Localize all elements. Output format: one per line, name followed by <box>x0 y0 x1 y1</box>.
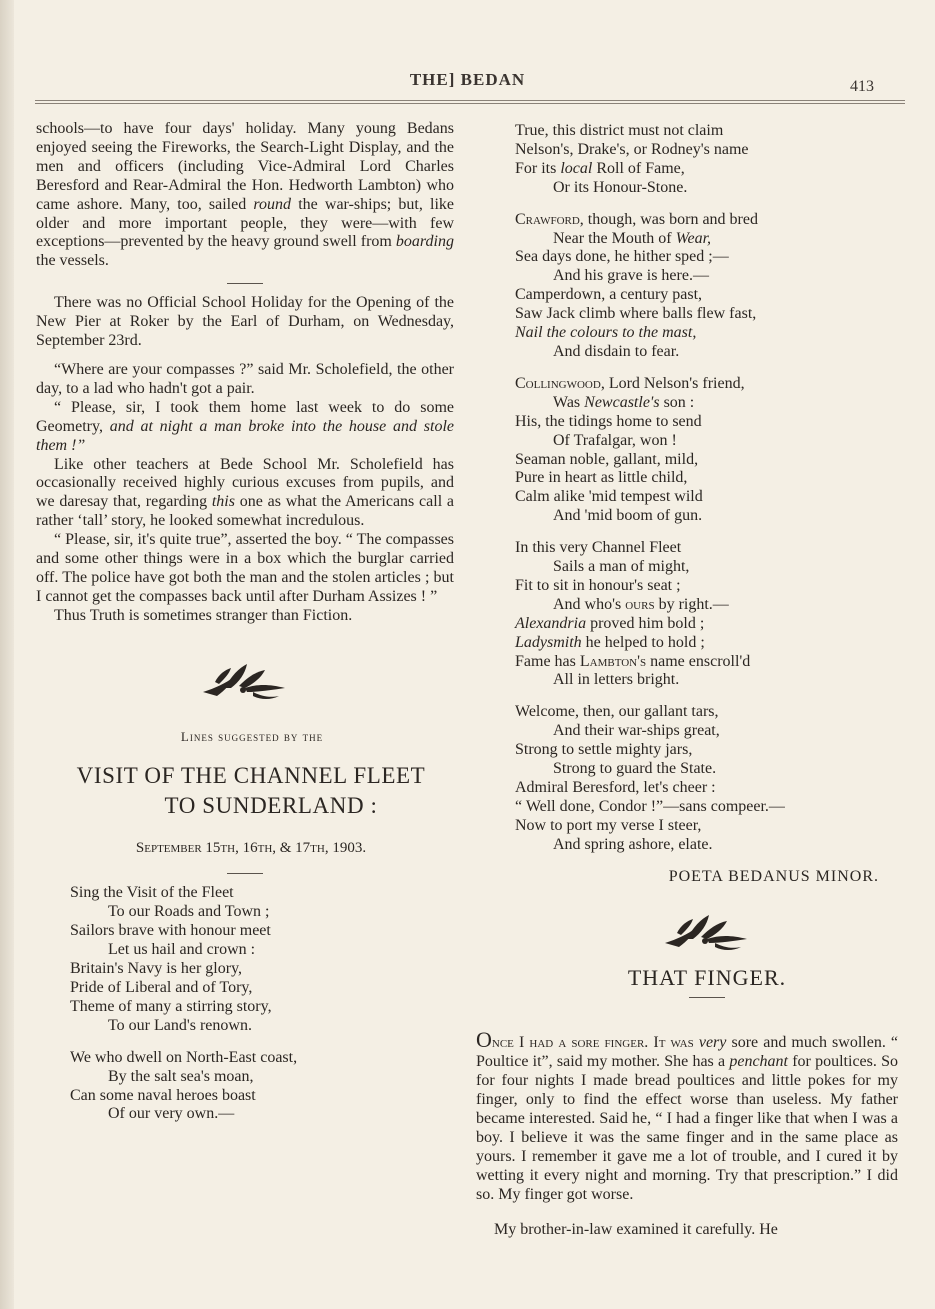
stanza-2 <box>36 1049 454 1125</box>
verse-line: Of our very own.— <box>108 1105 235 1123</box>
page-edge <box>0 0 14 1309</box>
paragraph-quite-true: “ Please, sir, it's quite true”, asserted the boy. “ The compasses and some other things were in a box which the burglar carried off. The police have got both the man and the stolen articles ; but I cannot get the compasses back until after Durham Assizes ! ” <box>36 531 454 605</box>
paragraph-compasses: “Where are your compasses ?” said Mr. Scholefield, the other day, to a lad who hadn't got a pair. <box>36 360 454 397</box>
verse-line: Ladysmith he helped to hold ; <box>515 633 705 651</box>
paragraph-pier: There was no Official School Holiday for the Opening of the New Pier at Roker by the Earl of Durham, on Wednesday, September 23rd. <box>36 294 454 350</box>
verse-line: Let us hail and crown : <box>108 941 256 959</box>
stanza-3 <box>515 122 899 198</box>
verse-line: And spring ashore, elate. <box>553 835 713 853</box>
verse-line: All in letters bright. <box>553 671 680 689</box>
left-column <box>36 120 454 1137</box>
paragraph-holiday: schools—to have four days' holiday. Many young Bedans enjoyed seeing the Fireworks, the Search-Light Display, and the men and officers (including Vice-Admiral Lord Charles Beresford and Rear-Admiral the Hon. Hedworth Lambton) who came ashore. Many, too, sailed round the war-ships; but, like older and more important people, they were—with few exceptions—prevented by the heavy ground swell from boarding the vessels. <box>36 120 455 270</box>
verse-line: In this very Channel Fleet <box>515 539 682 557</box>
verse-line: We who dwell on North-East coast, <box>70 1048 298 1066</box>
floral-ornament-icon <box>657 909 757 953</box>
paragraph-brother: My brother-in-law examined it carefully. He <box>494 1221 778 1238</box>
verse-line: His, the tidings home to send <box>515 412 702 430</box>
stanza-5 <box>515 375 899 526</box>
verse-line: Camperdown, a century past, <box>515 286 703 304</box>
verse-line: For its local Roll of Fame, <box>515 159 685 177</box>
stanza-4 <box>515 211 899 362</box>
verse-line: Pride of Liberal and of Tory, <box>70 979 253 996</box>
verse-line: Calm alike 'mid tempest wild <box>515 488 703 506</box>
verse-line: And disdain to fear. <box>553 342 680 360</box>
page-number: 413 <box>850 78 874 95</box>
verse-line: Admiral Beresford, let's cheer : <box>515 779 716 796</box>
verse-line: Sailors brave with honour meet <box>70 922 271 940</box>
verse-line: Can some naval heroes boast <box>70 1086 256 1104</box>
verse-line: Nelson's, Drake's, or Rodney's name <box>515 140 749 158</box>
verse-line: Alexandria proved him bold ; <box>515 614 705 632</box>
verse-line: Strong to settle mighty jars, <box>515 741 693 759</box>
verse-line: Welcome, then, our gallant tars, <box>515 703 719 721</box>
verse-line: Crawford, though, was born and bred <box>515 210 758 228</box>
stanza-1 <box>36 884 454 1035</box>
verse-line: “ Well done, Condor !”—sans compeer.— <box>515 797 785 815</box>
article-body <box>476 1016 898 1255</box>
right-column <box>515 122 899 1008</box>
article-title: THAT FINGER. <box>627 964 787 990</box>
verse-line: Collingwood, Lord Nelson's friend, <box>515 374 745 392</box>
verse-line: Sing the Visit of the Fleet <box>70 884 234 902</box>
floral-ornament-icon <box>195 658 295 702</box>
verse-line: And his grave is here.— <box>553 267 709 285</box>
verse-line: Near the Mouth of Wear, <box>553 229 712 247</box>
verse-line: And their war-ships great, <box>553 722 720 740</box>
verse-line: Nail the colours to the mast, <box>515 324 697 342</box>
stanza-6 <box>515 539 899 690</box>
stanza-7 <box>515 703 899 854</box>
section-divider <box>227 283 263 284</box>
paragraph-teachers: Like other teachers at Bede School Mr. Scholefield has occasionally received highly curious excuses from pupils, and we daresay that, regarding this one as what the Americans call a rather ‘tall’ story, he looked somewhat incredulous. <box>36 455 454 530</box>
verse-line: Sea days done, he hither sped ;— <box>515 248 729 266</box>
verse-line: And 'mid boom of gun. <box>553 507 703 525</box>
paragraph-finger: Once I had a sore finger. It was very sore and much swollen. “ Poultice it”, said my mother. She has a penchant for poultices. So for four nights I made bread poultices and little pokes for my finger, only to find the effect worse than useless. My father became interested. Said he, “ I had a finger like that when I was a boy. I believe it was the same finger and in the same place as yours. I remember it gave me a lot of trouble, and I cured it by wetting it every night and morning. Try that prescription.” I did so. My finger got worse. <box>476 1027 899 1203</box>
verse-line: True, this district must not claim <box>515 122 724 139</box>
verse-line: To our Roads and Town ; <box>108 903 270 921</box>
article-divider <box>689 997 725 998</box>
verse-line: Of Trafalgar, won ! <box>553 431 677 449</box>
verse-line: And who's ours by right.— <box>553 595 729 613</box>
poem-subheading: Lines suggested by the <box>180 728 324 744</box>
poem-author: POETA BEDANUS MINOR. <box>668 867 879 885</box>
verse-line: Fit to sit in honour's seat ; <box>515 576 681 594</box>
poem-title-line-1: VISIT OF THE CHANNEL FLEET <box>76 762 426 788</box>
verse-line: Strong to guard the State. <box>553 760 717 778</box>
verse-line: Now to port my verse I steer, <box>515 816 702 834</box>
verse-line: Theme of many a stirring story, <box>70 997 272 1015</box>
running-header: THE] BEDAN <box>409 70 526 89</box>
verse-line: Seaman noble, gallant, mild, <box>515 450 699 468</box>
verse-line: Sails a man of might, <box>553 558 690 576</box>
poem-title <box>36 761 454 821</box>
verse-line: Fame has Lambton's name enscroll'd <box>515 652 751 670</box>
poem-date: September 15th, 16th, & 17th, 1903. <box>135 839 367 856</box>
verse-line: Or its Honour-Stone. <box>553 178 688 196</box>
verse-line: By the salt sea's moan, <box>108 1067 254 1085</box>
header-rule <box>35 100 905 104</box>
paragraph-reply: “ Please, sir, I took them home last week to do some Geometry, and at night a man broke into the house and stole them !” <box>36 398 454 454</box>
poem-divider <box>227 873 263 874</box>
verse-line: Was Newcastle's son : <box>553 393 695 411</box>
poem-title-line-2: TO SUNDERLAND : <box>164 792 378 818</box>
verse-line: Pure in heart as little child, <box>515 469 688 487</box>
verse-line: To our Land's renown. <box>108 1016 252 1034</box>
verse-line: Saw Jack climb where balls flew fast, <box>515 305 757 323</box>
verse-line: Britain's Navy is her glory, <box>70 960 243 978</box>
paragraph-truth: Thus Truth is sometimes stranger than Fiction. <box>54 606 353 624</box>
